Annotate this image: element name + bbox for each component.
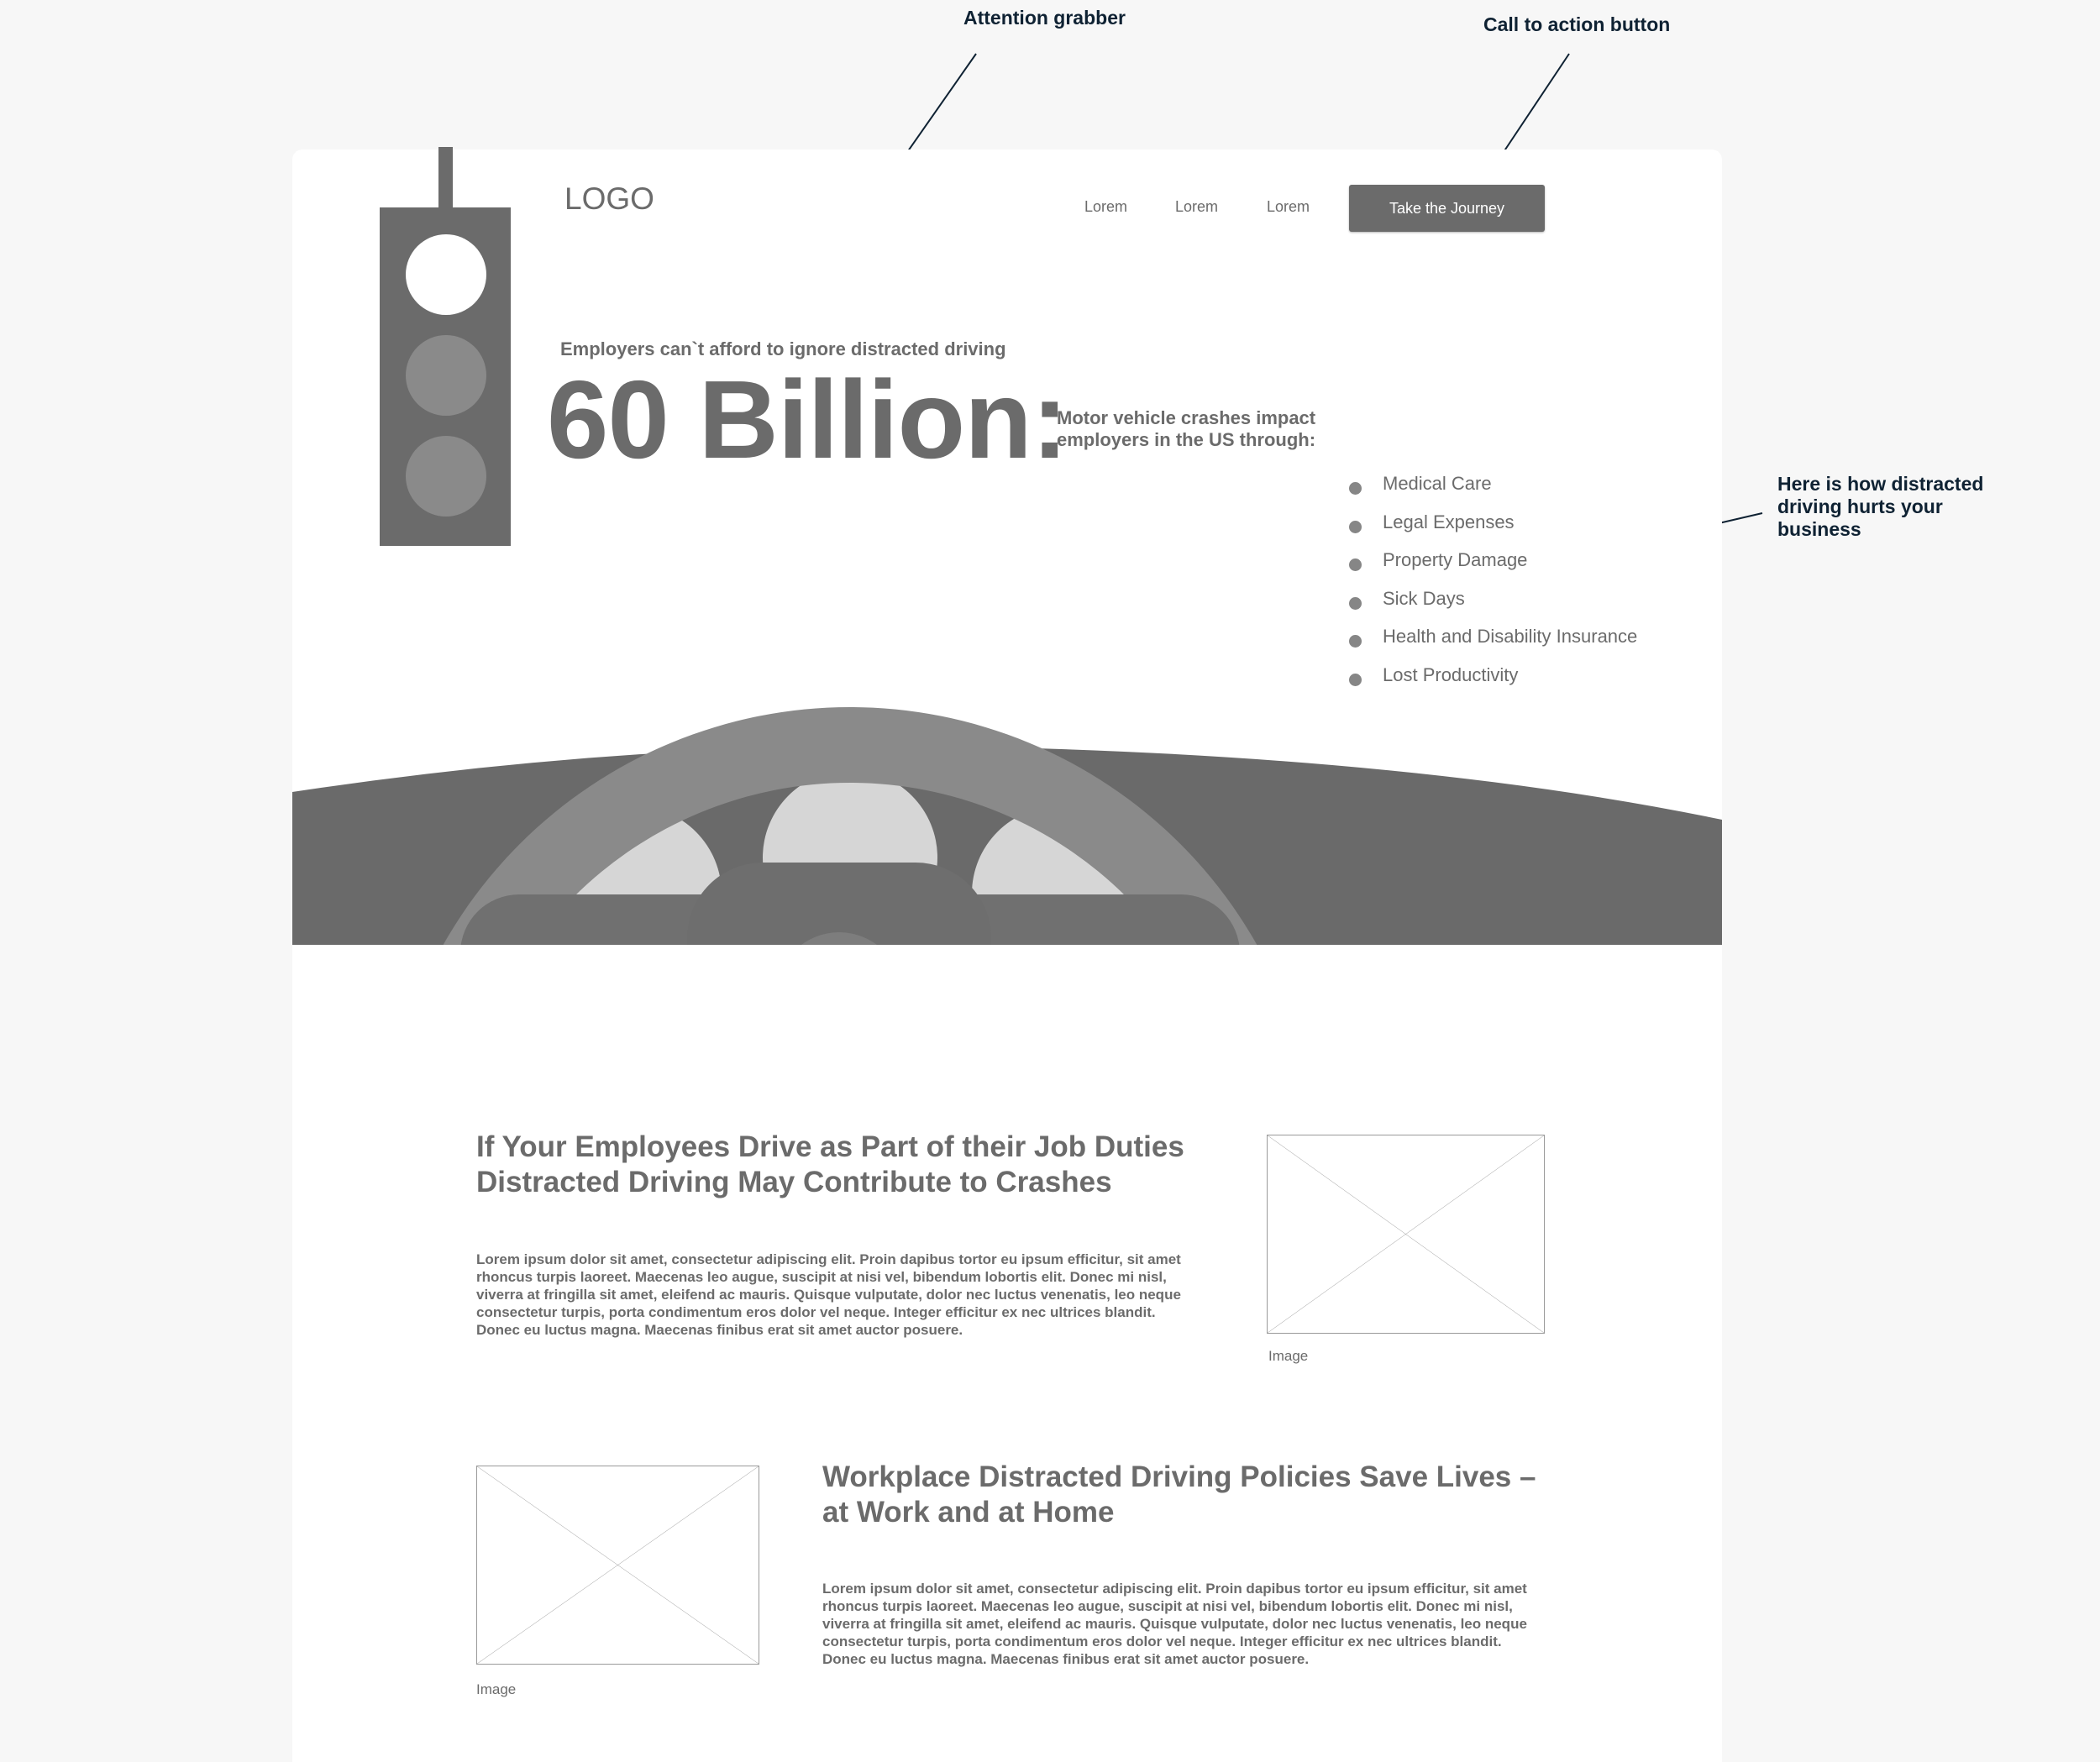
hero-kicker: Employers can`t afford to ignore distracted driving — [560, 338, 1006, 359]
image-placeholder-icon — [476, 1466, 759, 1665]
impact-label: Sick Days — [1383, 587, 1465, 609]
hero-impact-text: Motor vehicle crashes impact employers in the US through: — [1057, 407, 1316, 450]
list-item — [1344, 585, 1637, 624]
bullet-icon — [1349, 674, 1362, 686]
image-caption: Image — [476, 1681, 517, 1697]
bullet-icon — [1349, 597, 1362, 610]
nav-link-1[interactable]: Lorem — [1084, 198, 1128, 215]
section2-title: Workplace Distracted Driving Policies Save Lives – at Work and at Home — [822, 1460, 1536, 1529]
section2-body: Lorem ipsum dolor sit amet, consectetur adipiscing elit. Proin dapibus tortor eu ipsum efficitur, sit amet rhoncus turpis laoreet. Maecenas leo augue, suscipit at nisi vel, bibendum lobortis elit. Donec mi nisl, viverra at fringilla sit amet, eleifend ac mauris. Quisque vulputate, dolor nec luctus venenatis, leo neque consectetur turpis, porta condimentum eros dolor vel neque. Integer efficitur ex nec ultrices blandit. Donec eu luctus magna. Maecenas finibus erat sit amet auctor posuere. — [822, 1581, 1527, 1667]
list-item — [1344, 509, 1637, 548]
annotation-list: Here is how distracted driving hurts your business — [1777, 473, 1984, 540]
take-the-journey-button[interactable]: Take the Journey — [1349, 185, 1545, 232]
annotation-attention-grabber: Attention grabber — [963, 7, 1126, 29]
annotation-call-to-action: Call to action button — [1483, 13, 1671, 35]
logo[interactable]: LOGO — [564, 181, 654, 216]
bullet-icon — [1349, 558, 1362, 571]
section1-body: Lorem ipsum dolor sit amet, consectetur adipiscing elit. Proin dapibus tortor eu ipsum efficitur, sit amet rhoncus turpis laoreet. Maecenas leo augue, suscipit at nisi vel, bibendum lobortis elit. Donec mi nisl, viverra at fringilla sit amet, eleifend ac mauris. Quisque vulputate, dolor nec luctus venenatis, leo neque consectetur turpis, porta condimentum eros dolor vel neque. Integer efficitur ex nec ultrices blandit. Donec eu luctus magna. Maecenas finibus erat sit amet auctor posuere. — [476, 1251, 1181, 1338]
impact-label: Medical Care — [1383, 473, 1492, 494]
bullet-icon — [1349, 521, 1362, 533]
bullet-icon — [1349, 482, 1362, 495]
nav-link-2[interactable]: Lorem — [1175, 198, 1219, 215]
impact-label: Lost Productivity — [1383, 663, 1519, 685]
hero-big-number: 60 Billion: — [547, 358, 1068, 481]
list-item — [1344, 623, 1637, 662]
list-item — [1344, 470, 1637, 509]
impact-label: Legal Expenses — [1383, 511, 1515, 532]
image-placeholder-icon — [1267, 1135, 1545, 1334]
impact-list — [1344, 470, 1637, 700]
impact-label: Property Damage — [1383, 549, 1528, 570]
bullet-icon — [1349, 635, 1362, 648]
image-caption: Image — [1268, 1348, 1309, 1364]
list-item — [1344, 547, 1637, 585]
nav-link-3[interactable]: Lorem — [1267, 198, 1310, 215]
impact-label: Health and Disability Insurance — [1383, 626, 1638, 647]
section1-title: If Your Employees Drive as Part of their Job Duties Distracted Driving May Contribute to Crashes — [476, 1130, 1184, 1198]
list-item — [1344, 662, 1637, 700]
